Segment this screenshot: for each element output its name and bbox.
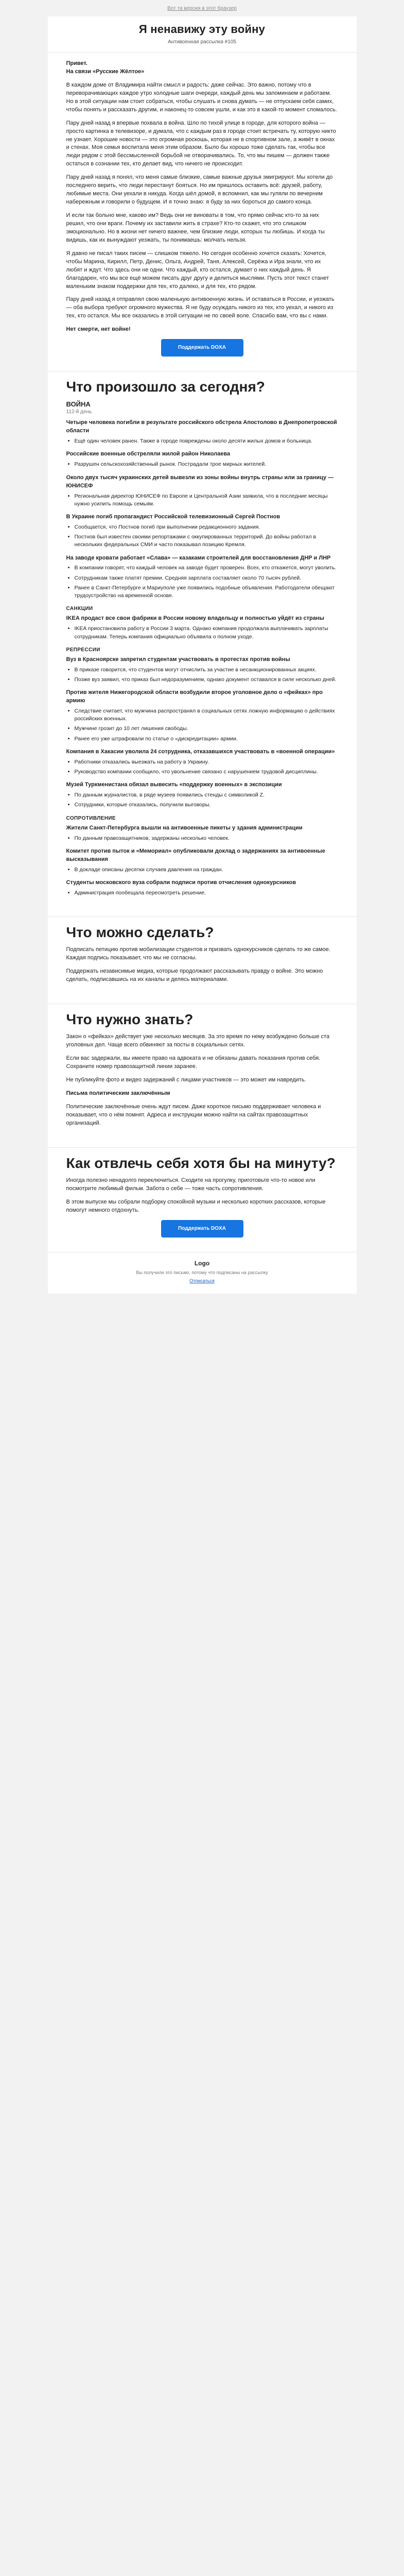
sanctions-label: САНКЦИИ — [66, 606, 93, 612]
donate-button-bottom[interactable]: Поддержать DOXA — [161, 1220, 243, 1238]
logo: Logo — [194, 1259, 210, 1267]
news-bullet: • По данным правозащитников, задержаны несколько человек. — [75, 835, 338, 842]
news-bullet: • Руководство компании сообщило, что увольнение связано с нарушением трудовой дисциплины. — [75, 768, 338, 776]
what-to-do-section — [48, 917, 357, 996]
news-bullet: • Сотрудники, которые отказались, получили выговоры. — [75, 801, 338, 809]
news-bullet: • По данным журналистов, в ряде музеев появились стенды с символикой Z. — [75, 791, 338, 799]
intro-paragraph-3: Пару дней назад я понял, что меня самые близкие, самые важные друзья эмигрируют. Мы хотели до последнего верить, что люди перестанут бояться. Но им пришлось оставить всё: друзей, работу, любимые места. Они уехали в никуда. Когда шёл домой, я вспомнил, как мы гуляли по вечерним набережным и говорили о будущем. И я точно знаю: я буду за них бороться до самого конца. — [66, 174, 333, 206]
news-item — [66, 824, 338, 842]
distract-paragraph: В этом выпуске мы собрали подборку спокойной музыки и несколько коротких рассказов, которые помогут немного отдохнуть. — [66, 1198, 326, 1213]
news-item-bullets — [75, 707, 338, 743]
news-bullet: • Мужчине грозит до 10 лет лишения свободы. — [75, 725, 338, 733]
need-to-know-paragraph: Если вас задержали, вы имеете право на адвоката и не обязаны давать показания против себя. Сохраните номер правозащитной линии заранее. — [66, 1055, 321, 1070]
news-item-title: IKEA продаст все свои фабрики в России новому владельцу и полностью уйдёт из страны — [66, 615, 324, 622]
intro-paragraph-2: Пару дней назад я впервые похвала в война. Шло по тихой улице в городе, для которого война — просто картинка в телевизоре, и думала, что с каждым раз в городе стоит встречать ту, которую никто не узнает. Хорошие новости — это огромная роскошь, которая не в спортивном зале, а живёт в окнах и стенах. Моя семья воспитала меня этим образом. Было бы хорошо тоже сделать так, чтобы все люди рядом с этой бессмысленной борьбой не отворачивались. То, что мы пишем — должен также остаться в сознании тех, кто делает вид, что ничего не происходит. — [66, 120, 336, 167]
news-bullet: • В приказе говорится, что студентов могут отчислить за участие в несанкционированных акциях. — [75, 666, 338, 674]
news-item — [66, 513, 338, 549]
news-item-title: Музей Туркменистана обязал вывесить «поддержку военных» в экспозиции — [66, 782, 282, 788]
news-bullet: • Ещё один человек ранен. Также в городе повреждены около десяти жилых домов и больница. — [75, 437, 338, 445]
news-item-title: На заводе кровати работает «Слава» — казаками строителей для восстановления ДНР и ЛНР — [66, 554, 331, 561]
news-bullet: • Региональная директор ЮНИСЕФ по Европе и Центральной Азии заявила, что в последние месяцы нужно усилить помощь семьям. — [75, 493, 338, 508]
news-bullet: • Постнов был известен своими репортажами с оккупированных территорий. До войны работал в нескольких федеральных СМИ и часто показывал позицию Кремля. — [75, 533, 338, 549]
news-bullet: • Сотрудникам также платят премии. Средняя зарплата составляет около 70 тысяч рублей. — [75, 574, 338, 582]
news-bullet: • Разрушен сельскохозяйственный рынок. Пострадали трое мирных жителей. — [75, 461, 338, 468]
news-item-bullets — [75, 625, 338, 640]
what-to-do-paragraph: Поддержать независимые медиа, которые продолжают рассказывать правду о войне. Это можно сделать, подписавшись на их каналы и делясь материалами. — [66, 968, 323, 982]
unsubscribe-link[interactable]: Отписаться — [189, 1278, 215, 1283]
news-bullet: • Ранее его уже штрафовали по статье о «дискредитации» армии. — [75, 735, 338, 743]
view-in-browser-link[interactable]: Вот та версия в этот браузер — [167, 5, 237, 11]
news-item — [66, 554, 338, 600]
newsletter-title: Я ненавижу эту войну — [138, 23, 266, 36]
footer-unsubscribe — [66, 1278, 338, 1283]
repression-label: РЕПРЕССИИ — [66, 647, 100, 653]
news-item-title: Около двух тысяч украинских детей вывезли из зоны войны внутрь страны или за границу — ЮНИСЕФ — [66, 474, 334, 489]
news-item — [66, 656, 338, 684]
need-to-know-section — [48, 1004, 357, 1140]
news-item-title: Четыре человека погибли в результате российского обстрела Апостолово в Днепропетровской области — [66, 419, 337, 434]
news-item — [66, 615, 338, 640]
greeting-line-2: На связи «Русские Жёлтое» — [66, 68, 145, 75]
news-item-title: Комитет против пыток и «Мемориал» опубликовали доклад о задержаниях за антивоенные высказывания — [66, 848, 325, 862]
news-item-title: В Украине погиб пропагандист Российской телевизионный Сергей Постнов — [66, 513, 280, 520]
news-item-title: Вуз в Красноярске запретил студентам участвовать в протестах против войны — [66, 656, 290, 663]
letters-title: Письма политическим заключённым — [66, 1090, 170, 1096]
news-item-bullets — [75, 666, 338, 684]
news-item — [66, 879, 338, 897]
email-container — [48, 16, 357, 1294]
resistance-label: СОПРОТИВЛЕНИЕ — [66, 815, 116, 821]
news-item-bullets — [75, 791, 338, 809]
distract-paragraph: Иногда полезно ненадолго переключиться. Сходите на прогулку, приготовьте что-то новое или посмотрите любимый фильм. Забота о себе — тоже часть сопротивления. — [66, 1177, 315, 1192]
news-item — [66, 689, 338, 743]
header — [48, 16, 357, 53]
intro-paragraph-4: И если так больно мне, каково им? Ведь они не виноваты в том, что прямо сейчас кто-то за них решил, что они враги. Почему их заставили жить в страхе? Кто-то скажет, что это слишком эмоционально. Но в жизни нет ничего важнее, чем близкие люди, которых ты любишь. И когда ты видишь, как их вынуждают уезжать, ты понимаешь: молчать нельзя. — [66, 212, 325, 243]
news-item — [66, 748, 338, 776]
news-item-bullets — [75, 758, 338, 776]
intro-closing: Нет смерти, нет войне! — [66, 326, 131, 333]
news-bullet: • Ранее в Санкт-Петербурге и Мариуполе уже появились подобные объявления. Работодатели обещают трудоустройство на временной основе. — [75, 584, 338, 600]
news-bullet: • Работники отказались выезжать на работу в Украину. — [75, 758, 338, 766]
news-item — [66, 419, 338, 445]
distract-heading: Как отвлечь себя хотя бы на минуту? — [66, 1155, 336, 1171]
intro-section — [48, 53, 357, 364]
news-item-bullets — [75, 523, 338, 549]
news-item — [66, 848, 338, 874]
news-item-bullets — [75, 493, 338, 508]
news-item — [66, 474, 338, 508]
news-item-bullets — [75, 437, 338, 445]
news-bullet: • Следствие считает, что мужчина распространял в социальных сетях ложную информацию о действиях российских военных. — [75, 707, 338, 723]
donate-button-top[interactable]: Поддержать DOXA — [161, 339, 243, 357]
news-item-title: Студенты московского вуза собрали подписи против отчисления однокурсников — [66, 879, 296, 886]
news-bullet: • Администрация пообещала пересмотреть решение. — [75, 889, 338, 897]
news-item-title: Жители Санкт-Петербурга вышли на антивоенные пикеты у здания администрации — [66, 824, 303, 831]
war-label: ВОЙНА — [66, 400, 91, 409]
what-to-do-heading: Что можно сделать? — [66, 924, 214, 940]
news-bullet: • В докладе описаны десятки случаев давления на граждан. — [75, 866, 338, 874]
intro-paragraph-6: Пару дней назад я отправлял свою маленькую антивоенную жизнь. И оставаться в России, и уезжать — оба выбора требуют огромного мужества. Я не буду осуждать никого из тех, кто уехал, и никого из тех, кто остался. Мы все оказались в этой ситуации не по своей воле. Спасибо вам, что вы с нами. — [66, 296, 335, 319]
footer-text: Вы получили это письмо, потому что подписаны на рассылку — [136, 1269, 268, 1275]
war-day-count: 112-й день — [66, 409, 92, 415]
letters-text: Политические заключённые очень ждут писем. Даже короткое письмо поддерживает человека и показывает, что о нём помнят. Адреса и инструкции можно найти на сайтах правозащитных организаций. — [66, 1103, 321, 1126]
need-to-know-paragraph: Закон о «фейках» действует уже несколько месяцев. За это время по нему возбуждено больше ста уголовных дел. Чаще всего обвиняют за посты в социальных сетях. — [66, 1033, 330, 1048]
news-item-title: Российские военные обстреляли жилой район Николаева — [66, 451, 231, 457]
need-to-know-paragraph: Не публикуйте фото и видео задержаний с лицами участников — это может им навредить. — [66, 1076, 306, 1083]
footer — [48, 1252, 357, 1294]
news-bullet: • Сообщается, что Постнов погиб при выполнении редакционного задания. — [75, 523, 338, 531]
news-bullet: • Позже вуз заявил, что приказ был недоразумением, однако документ оставался в силе несколько дней. — [75, 676, 338, 684]
intro-paragraph-1: В каждом доме от Владимира найти смысл и радость: даже сейчас. Это важно, потому что в переворачивающих каждое утро холодные шаги очереди, каждый день мы запоминаем и работаем. Но в этой ситуации нам стоит собраться, чтобы слушать и снова думать — не отпускаем себя самих, чтобы понять и рассказать другим, и наконец-то совсем ушли, и как это в какой-то момент сломалось. — [66, 81, 337, 113]
news-heading: Что произошло за сегодня? — [66, 379, 265, 395]
news-item-title: Компания в Хакасии уволила 24 сотрудника, отказавшихся участвовать в «военной операции» — [66, 748, 335, 755]
news-bullet: • В компании говорят, что каждый человек на заводе будет проверен. Всех, кто откажется, могут уволить. — [75, 564, 338, 572]
news-item — [66, 450, 338, 468]
distract-section — [48, 1148, 357, 1245]
intro-paragraph-5: Я давно не писал таких писем — слишком тяжело. Но сегодня особенно хочется сказать: Хочется, чтобы Марина, Кирилл, Петр, Денис, Ольга, Андрей, Таня, Алексей, Серёжа и Ира знали, что их любят и ждут. Что здесь они не одни. Что каждый, кто остался, думает о них каждый день. Я благодарен, что мы все ещё можем писать друг другу и делиться мыслями. Пусть этот текст станет маленьким знаком поддержки для тех, кто далеко, и для тех, кто рядом. — [66, 250, 329, 290]
news-item-bullets — [75, 835, 338, 842]
news-item-bullets — [75, 889, 338, 897]
topbar — [0, 0, 404, 16]
news-bullet: • IKEA приостановила работу в России 3 марта. Однако компания продолжала выплачивать зарплаты сотрудникам. Теперь компания официально объявила о полном уходе. — [75, 625, 338, 640]
greeting-line-1: Привет. — [66, 60, 87, 66]
newsletter-subtitle: Антивоенная рассылка #105 — [168, 39, 236, 45]
news-item-title: Против жителя Нижегородской области возбудили второе уголовное дело о «фейках» про армию — [66, 689, 323, 704]
news-item-bullets — [75, 461, 338, 468]
what-to-do-paragraph: Подписать петицию против мобилизации студентов и призвать однокурсников сделать то же самое. Каждая подпись показывает, что мы не согласны. — [66, 946, 330, 961]
greeting — [66, 60, 338, 76]
news-item — [66, 781, 338, 809]
need-to-know-heading: Что нужно знать? — [66, 1011, 194, 1027]
news-item-bullets — [75, 564, 338, 600]
news-section — [48, 371, 357, 909]
news-item-bullets — [75, 866, 338, 874]
